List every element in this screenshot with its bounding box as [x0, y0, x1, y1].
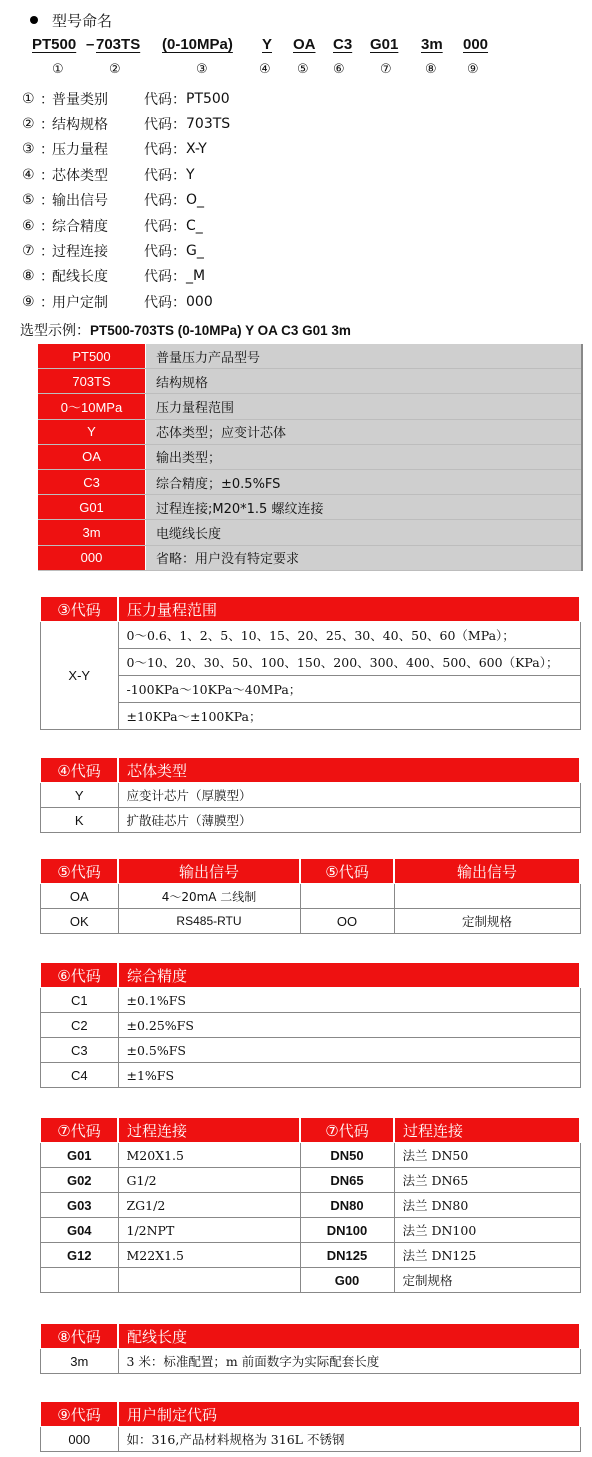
table-header: ⑥代码 综合精度 [41, 963, 581, 988]
legend-item: ② ： 结构规格 代码： 703TS [22, 116, 231, 134]
table-header: ⑨代码 用户制定代码 [41, 1402, 581, 1427]
table-row: 3m 电缆线长度 [38, 520, 582, 545]
model-part-number: ⑨ [467, 62, 479, 77]
table-row: G01 M20X1.5 DN50 法兰 DN50 [41, 1143, 581, 1168]
table-row: OA 输出类型； [38, 444, 582, 469]
table-row: X-Y 0～0.6、1、2、5、10、15、20、25、30、40、50、60（MPa）； [41, 622, 581, 649]
table-row: C3 综合精度；±0.5%FS [38, 469, 582, 494]
table-row: C4 ±1%FS [41, 1063, 581, 1088]
selection-example [20, 320, 351, 340]
model-part-number: ② [109, 62, 121, 77]
model-part-number: ① [52, 62, 64, 77]
model-part-number: ⑧ [425, 62, 437, 77]
table-row: G02 G1/2 DN65 法兰 DN65 [41, 1168, 581, 1193]
bullet-icon [30, 16, 38, 24]
model-code-part: PT500 [32, 36, 77, 53]
model-code-part: G01 [370, 36, 399, 53]
code-legend [22, 86, 230, 315]
model-part-number: ④ [259, 62, 271, 77]
legend-item: ⑥ ： 综合精度 代码： C_ [22, 217, 203, 235]
table-row: ±10KPa～±100KPa； [41, 703, 581, 730]
table-row: G12 M22X1.5 DN125 法兰 DN125 [41, 1243, 581, 1268]
model-code-line [0, 36, 592, 58]
table-row: G04 1/2NPT DN100 法兰 DN100 [41, 1218, 581, 1243]
model-number-line [0, 62, 592, 80]
table-row: G00 定制规格 [41, 1268, 581, 1293]
legend-item: ⑦ ： 过程连接 代码： G_ [22, 243, 204, 261]
table-row: Y 应变计芯片（厚膜型） [41, 783, 581, 808]
table-row: PT500 普量压力产品型号 [38, 344, 582, 369]
section-heading [30, 9, 112, 31]
legend-item: ④ ： 芯体类型 代码： Y [22, 166, 195, 184]
output-signal-table [40, 858, 581, 934]
table-row: C3 ±0.5%FS [41, 1038, 581, 1063]
model-code-part: C3 [333, 36, 353, 53]
example-text: PT500-703TS (0-10MPa) Y OA C3 G01 3m [90, 323, 351, 338]
model-code-part: 703TS [96, 36, 141, 53]
table-row: G03 ZG1/2 DN80 法兰 DN80 [41, 1193, 581, 1218]
model-code-part: OA [293, 36, 316, 53]
table-row: G01 过程连接;M20*1.5 螺纹连接 [38, 495, 582, 520]
table-row: Y 芯体类型；应变计芯体 [38, 419, 582, 444]
legend-item: ⑨ ： 用户定制 代码： 000 [22, 293, 213, 311]
table-row: -100KPa～10KPa～40MPa； [41, 676, 581, 703]
table-header: ④代码 芯体类型 [41, 758, 581, 783]
table-row: 703TS 结构规格 [38, 369, 582, 394]
section-title: 型号命名 [52, 11, 113, 30]
table-row: 000 省略：用户没有特定要求 [38, 545, 582, 570]
range-code-table [40, 596, 581, 730]
model-code-dash: – [86, 36, 95, 53]
core-type-table [40, 757, 581, 833]
model-code-part: Y [262, 36, 273, 53]
table-header: ⑦代码 过程连接 ⑦代码 过程连接 [41, 1118, 581, 1143]
table-row: 0～10、20、30、50、100、150、200、300、400、500、600（KPa）； [41, 649, 581, 676]
table-row: C2 ±0.25%FS [41, 1013, 581, 1038]
table-header: ⑧代码 配线长度 [41, 1324, 581, 1349]
table-header: ③代码 压力量程范围 [41, 597, 581, 622]
legend-item: ① ： 普量类别 代码： PT500 [22, 90, 230, 108]
model-part-number: ③ [196, 62, 208, 77]
table-row: K 扩散硅芯片（薄膜型） [41, 808, 581, 833]
model-code-part: 3m [421, 36, 443, 53]
table-row: 0～10MPa 压力量程范围 [38, 394, 582, 419]
legend-item: ⑤ ： 输出信号 代码： O_ [22, 192, 205, 210]
table-row: 3m 3 米：标准配置；m 前面数字为实际配套长度 [41, 1349, 581, 1374]
model-part-number: ⑤ [297, 62, 309, 77]
table-row: OK RS485-RTU OO 定制规格 [41, 909, 581, 934]
custom-code-table [40, 1401, 581, 1452]
model-part-number: ⑦ [380, 62, 392, 77]
legend-item: ③ ： 压力量程 代码： X-Y [22, 141, 207, 159]
example-spec-table [38, 344, 583, 571]
model-code-part: (0-10MPa) [162, 36, 233, 53]
example-label: 选型示例： [20, 323, 90, 339]
table-row: C1 ±0.1%FS [41, 988, 581, 1013]
cable-length-table [40, 1323, 581, 1374]
legend-item: ⑧ ： 配线长度 代码： _M [22, 268, 206, 286]
table-row: 000 如：316,产品材料规格为 316L 不锈钢 [41, 1427, 581, 1452]
table-header: ⑤代码 输出信号 ⑤代码 输出信号 [41, 859, 581, 884]
accuracy-table [40, 962, 581, 1088]
table-row: OA 4～20mA 二线制 [41, 884, 581, 909]
model-part-number: ⑥ [333, 62, 345, 77]
model-code-part: 000 [463, 36, 489, 53]
connection-table [40, 1117, 581, 1293]
